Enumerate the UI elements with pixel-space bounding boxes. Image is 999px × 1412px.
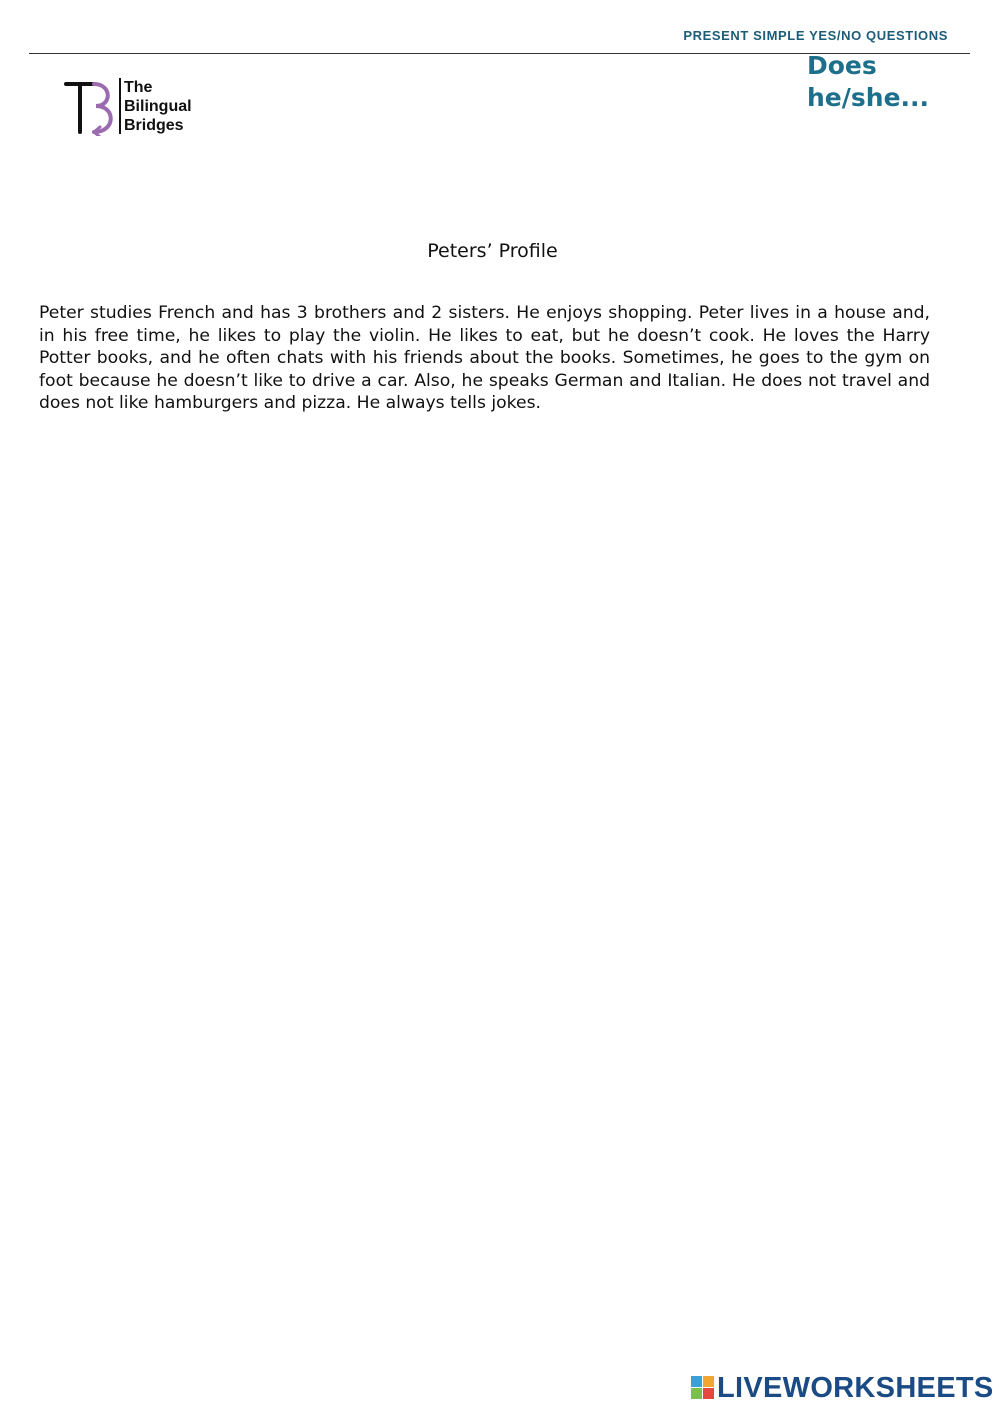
- bilingual-bridges-logo: [64, 76, 214, 138]
- liveworksheets-logo-icon: [691, 1376, 715, 1400]
- logo-line-1: The: [124, 79, 153, 96]
- header-label: PRESENT SIMPLE YES/NO QUESTIONS: [683, 28, 948, 43]
- profile-paragraph: Peter studies French and has 3 brothers and 2 sisters. He enjoys shopping. Peter lives in a house and, in his free time, he likes to play the violin. He likes to eat, but he doesn’t cook. He loves the Harry Potter books, and he often chats with his friends about the books. Sometimes, he goes to the gym on foot because he doesn’t like to drive a car. Also, he speaks German and Italian. He does not travel and does not like hamburgers and pizza. He always tells jokes.: [39, 303, 930, 413]
- document-title: Peters’ Profile: [427, 240, 558, 262]
- logo-wordmark: [124, 78, 192, 135]
- liveworksheets-wordmark: LIVEWORKSHEETS: [717, 1372, 994, 1404]
- logo-line-2: Bilingual: [124, 98, 192, 115]
- side-title: Does he/she...: [807, 51, 930, 112]
- tb-logo-mark-icon: [64, 78, 118, 136]
- logo-line-3: Bridges: [124, 117, 184, 134]
- logo-divider: [119, 78, 121, 134]
